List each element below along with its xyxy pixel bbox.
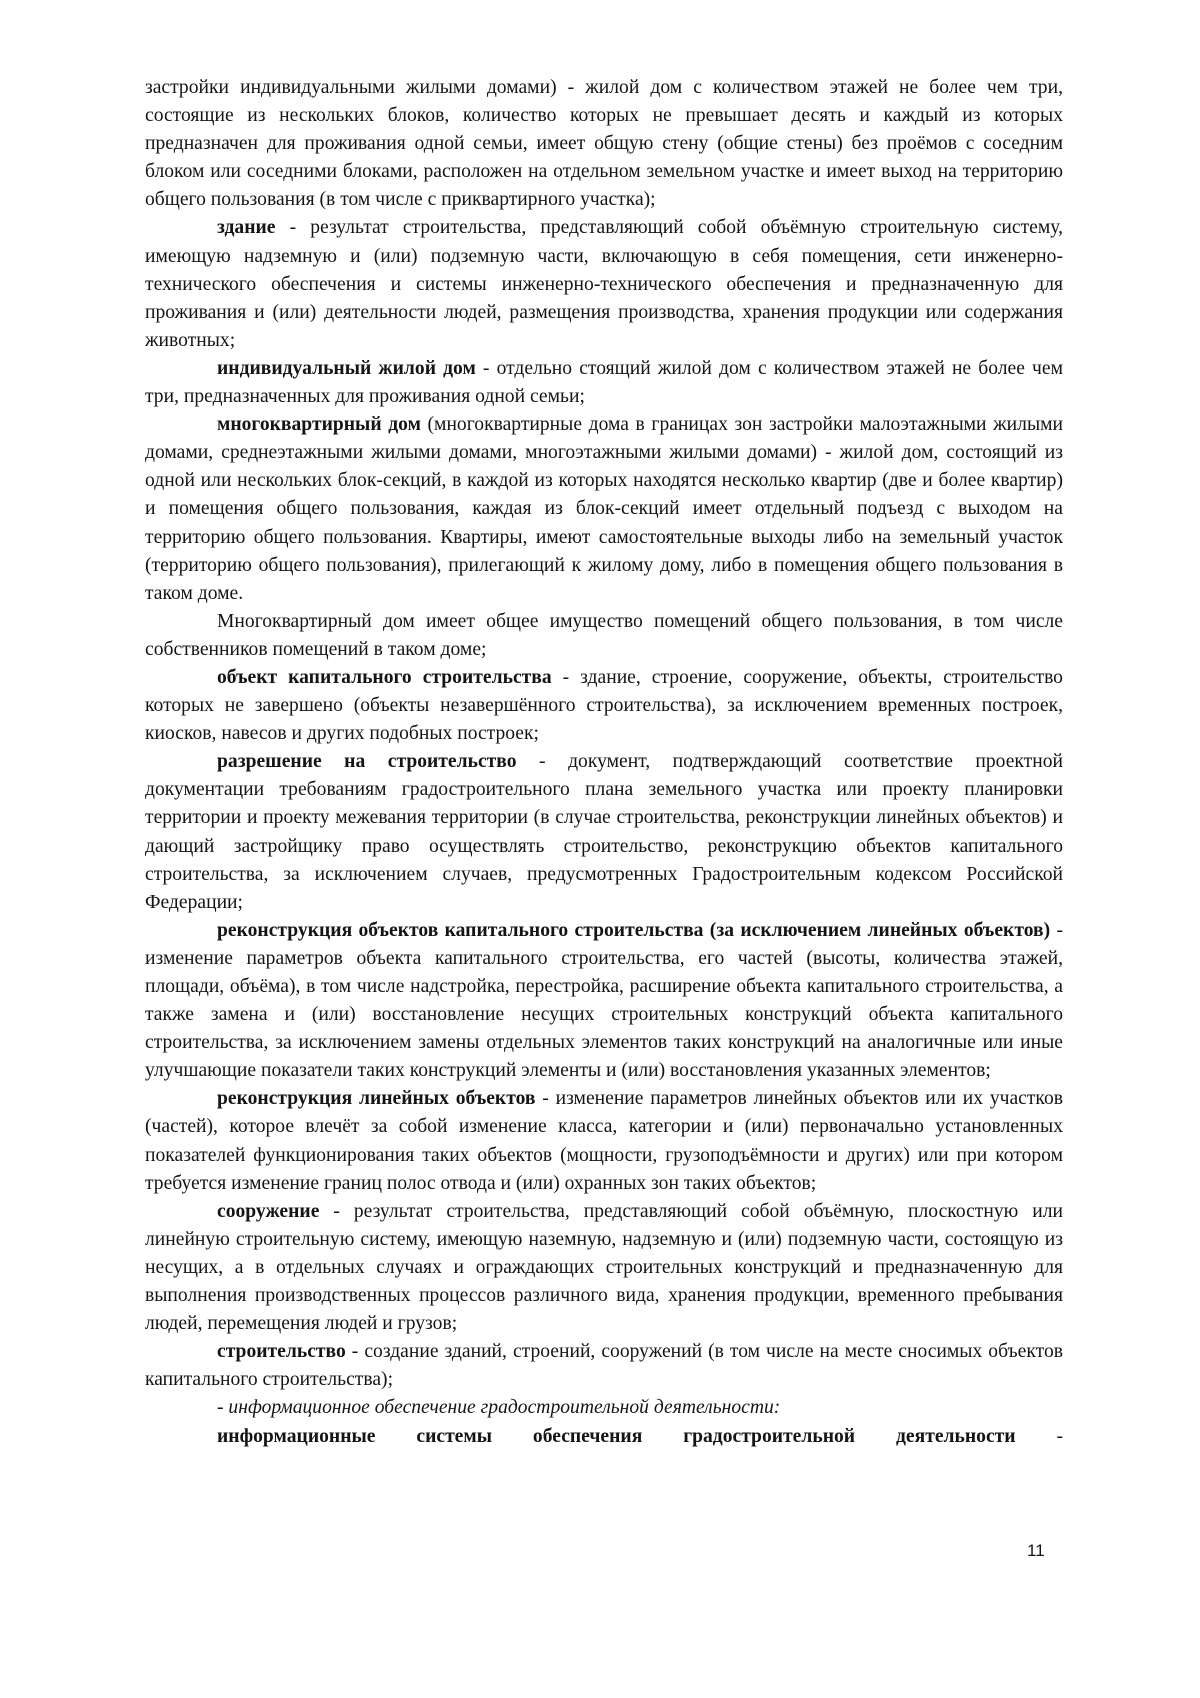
paragraph-text: - результат строительства, представляющий собой объёмную строительную систему, имеющую надземную и (или) подземную части, включающую в себя помещения, сети инженерно-технического обеспечения и системы инженерно-технического обеспечения и предназначенную для проживания и (или) деятельности людей, размещения производства, хранения продукции или содержания животных; [145, 217, 1063, 351]
paragraph-reconstruction-capital [145, 917, 1063, 1086]
section-heading-text: - информационное обеспечение градостроительной деятельности: [217, 1397, 781, 1419]
paragraph-text: застройки индивидуальными жилыми домами) - жилой дом с количеством этажей не более чем три, состоящие из нескольких блоков, количество которых не превышает десять и каждый из которых предназначен для проживания одной семьи, имеет общую стену (общие стены) без проёмов с соседним блоком или соседними блоками, расположен на отдельном земельном участке и имеет выход на территорию общего пользования (в том числе с приквартирного участка); [145, 77, 1063, 211]
section-heading [145, 1394, 1063, 1422]
term-structure: сооружение [217, 1200, 320, 1222]
paragraph-capital-construction-object [145, 664, 1063, 748]
paragraph-text: Многоквартирный дом имеет общее имущество помещений общего пользования, в том числе собственников помещений в таком доме; [145, 610, 1063, 660]
term-building-permit: разрешение на строительство [217, 751, 517, 773]
paragraph-individual-house [145, 355, 1063, 411]
term-apartment-building: многоквартирный дом [217, 414, 421, 436]
term-reconstruction-capital: реконструкция объектов капитального строительства (за исключением линейных объектов) [217, 919, 1051, 941]
paragraph-reconstruction-linear [145, 1085, 1063, 1197]
paragraph-construction [145, 1338, 1063, 1394]
paragraph-information-systems [145, 1423, 1063, 1451]
paragraph-apartment-building [145, 411, 1063, 608]
paragraph-text: - документ, подтверждающий соответствие проектной документации требованиям градостроительного плана земельного участка или проекту планировки территории и проекту межевания территории (в случае строительства, реконструкции линейных объектов) и дающий застройщику право осуществлять строительство, реконструкцию объектов капитального строительства, за исключением случаев, предусмотренных Градостроительным кодексом Российской Федерации; [145, 751, 1063, 913]
paragraph-text: - изменение параметров объекта капитального строительства, его частей (высоты, количества этажей, площади, объёма), в том числе надстройка, перестройка, расширение объекта капитального строительства, а также замена и (или) восстановление несущих строительных конструкций объекта капитального строительства, за исключением замены отдельных элементов таких конструкций на аналогичные или иные улучшающие показатели таких конструкций элементы и (или) восстановления указанных элементов; [145, 919, 1063, 1082]
term-building: здание [217, 217, 276, 239]
paragraph-text: (многоквартирные дома в границах зон застройки малоэтажными жилыми домами, среднеэтажными жилыми домами, многоэтажными жилыми домами) - жилой дом, состоящий из одной или нескольких блок-секций, в каждой из которых находятся несколько квартир (две и более квартир) и помещения общего пользования, каждая из блок-секций имеет отдельный подъезд с выходом на территорию общего пользования. Квартиры, имеют самостоятельные выходы либо на земельный участок (территорию общего пользования), прилегающий к жилому дому, либо в помещения общего пользования в таком доме. [145, 414, 1063, 604]
paragraph-building [145, 214, 1063, 354]
term-information-systems: информационные системы обеспечения градостроительной деятельности [217, 1425, 1016, 1447]
term-reconstruction-linear: реконструкция линейных объектов [217, 1088, 536, 1110]
paragraph-text: - результат строительства, представляющий собой объёмную, плоскостную или линейную строительную систему, имеющую наземную, надземную и (или) подземную части, состоящую из несущих, а в отдельных случаях и ограждающих строительных конструкций и предназначенную для выполнения производственных процессов различного вида, хранения продукции, временного пребывания людей, перемещения людей и грузов; [145, 1200, 1063, 1335]
paragraph-text: - создание зданий, строений, сооружений (в том числе на месте сносимых объектов капитального строительства); [145, 1341, 1063, 1391]
term-capital-construction-object: объект капитального строительства [217, 666, 552, 688]
paragraph-blocked-house-continuation [145, 74, 1063, 214]
paragraph-building-permit [145, 748, 1063, 917]
page-number: 11 [1027, 1541, 1045, 1560]
paragraph-text: - отдельно стоящий жилой дом с количеством этажей не более чем три, предназначенных для проживания одной семьи; [145, 357, 1063, 408]
paragraph-common-property [145, 608, 1063, 664]
paragraph-text: - изменение параметров линейных объектов или их участков (частей), которое влечёт за собой изменение класса, категории и (или) первоначально установленных показателей функционирования таких объектов (мощности, грузоподъёмности и других) или при котором требуется изменение границ полос отвода и (или) охранных зон таких объектов; [145, 1088, 1063, 1194]
term-construction: строительство [217, 1341, 346, 1363]
term-individual-house: индивидуальный жилой дом [217, 357, 476, 379]
paragraph-text: - здание, строение, сооружение, объекты, строительство которых не завершено (объекты незавершённого строительства), за исключением временных построек, киосков, навесов и других подобных построек; [145, 666, 1063, 745]
paragraph-structure [145, 1198, 1063, 1338]
paragraph-text: - [1015, 1425, 1063, 1447]
document-body [145, 74, 1063, 1451]
